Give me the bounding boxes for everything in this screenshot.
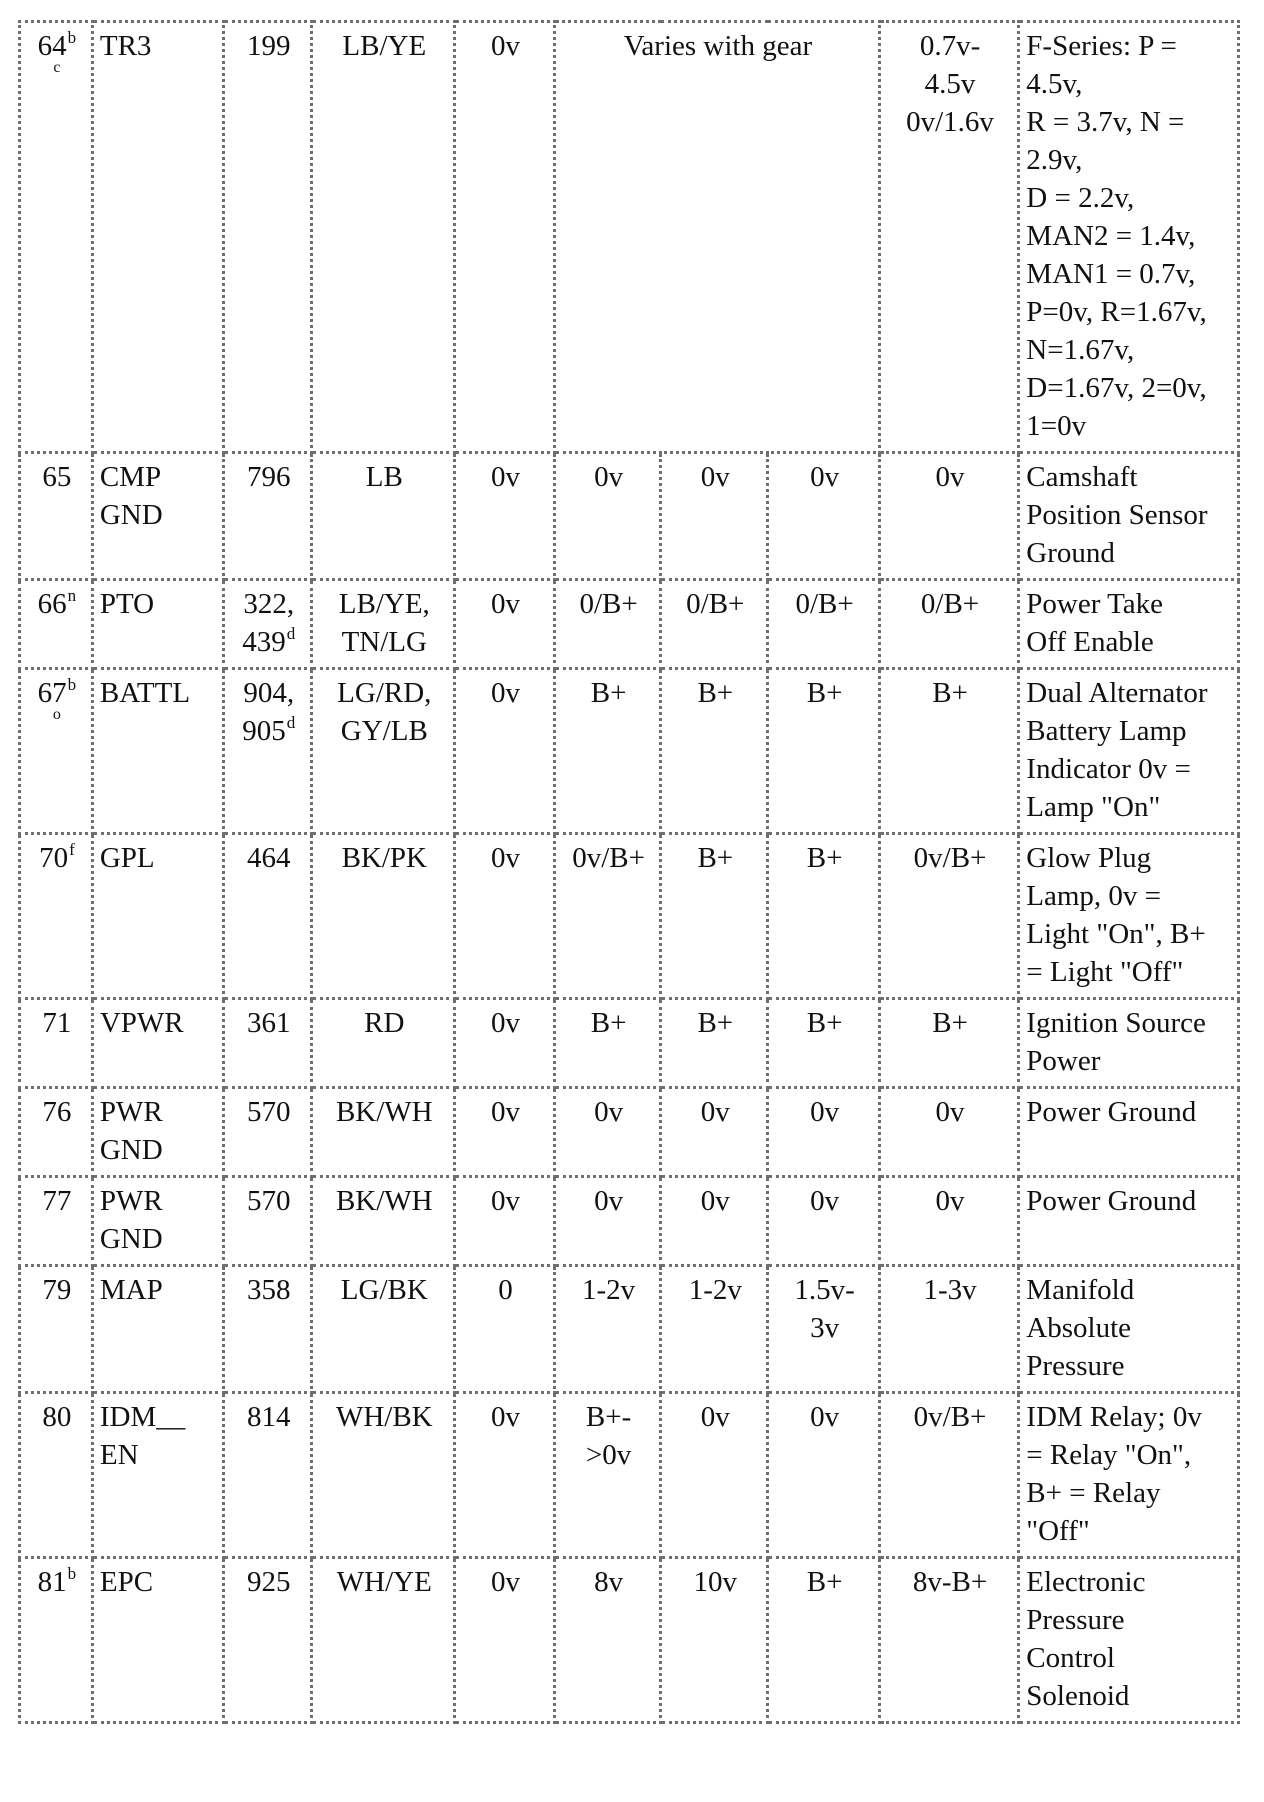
voltage-cell-2-line: 1-2v xyxy=(582,1274,636,1306)
voltage-cell-1 xyxy=(455,1558,555,1723)
voltage-cell-1-line: 0v xyxy=(491,842,521,874)
voltage-cell-3 xyxy=(661,1558,768,1723)
voltage-cell-3-line: 0/B+ xyxy=(686,588,745,620)
wire-color-cell xyxy=(312,22,455,453)
wire-color-cell xyxy=(312,1558,455,1723)
voltage-cell-4 xyxy=(768,580,879,669)
circuit-number-cell xyxy=(224,453,312,580)
pin-number-cell xyxy=(20,1266,93,1393)
voltage-cell-5-line: 0v xyxy=(935,1096,965,1128)
circuit-number-cell xyxy=(224,999,312,1088)
voltage-cell-1 xyxy=(455,1266,555,1393)
pin-number-cell xyxy=(20,580,93,669)
wire-color-cell-line: RD xyxy=(364,1007,405,1039)
signal-name-cell xyxy=(92,580,223,669)
voltage-cell-2-line: B+ xyxy=(590,677,627,709)
voltage-cell-2 xyxy=(555,1266,661,1393)
description-cell-line: Lamp, 0v = xyxy=(1026,880,1162,912)
description-cell-line: Light "On", B+ xyxy=(1026,918,1206,950)
voltage-cell-5 xyxy=(879,22,1018,453)
circuit-number-cell xyxy=(224,1177,312,1266)
table-row xyxy=(20,1266,1239,1393)
voltage-cell-5 xyxy=(879,1266,1018,1393)
circuit-number-cell xyxy=(224,1266,312,1393)
pin-number-wrap xyxy=(38,1563,77,1601)
voltage-cell-2 xyxy=(555,1393,661,1558)
pin-number: 64 xyxy=(37,30,67,62)
pin-number: 81 xyxy=(37,1566,67,1598)
description-cell-line: Electronic xyxy=(1026,1566,1146,1598)
voltage-cell-5-line: 0v/B+ xyxy=(913,842,987,874)
circuit-number-cell-line: 199 xyxy=(247,30,291,62)
voltage-cell-3-line: 0v xyxy=(700,461,730,493)
signal-name-cell-line: PWR xyxy=(99,1096,163,1128)
table-row xyxy=(20,669,1239,834)
circuit-number-cell-line: 570 xyxy=(247,1185,291,1217)
pin-number-cell xyxy=(20,1393,93,1558)
voltage-cell-5-line: 0v xyxy=(935,1185,965,1217)
voltage-cell-3 xyxy=(661,1088,768,1177)
circuit-number-cell xyxy=(224,1088,312,1177)
voltage-cell-4-line: B+ xyxy=(806,677,843,709)
description-cell-line: B+ = Relay xyxy=(1026,1477,1161,1509)
signal-name-cell-line: PWR xyxy=(99,1185,163,1217)
description-cell-line: 2.9v, xyxy=(1026,144,1083,176)
voltage-cell-4-line: B+ xyxy=(806,1566,843,1598)
signal-name-cell-line: IDM__ xyxy=(99,1401,186,1433)
description-cell xyxy=(1019,580,1239,669)
description-cell-line: Lamp "On" xyxy=(1026,791,1161,823)
pin-footnote-marker: n xyxy=(67,586,77,605)
description-cell-line: Ignition Source xyxy=(1026,1007,1206,1039)
description-cell-line: Glow Plug xyxy=(1026,842,1152,874)
description-cell-line: = Light "Off" xyxy=(1026,956,1184,988)
pin-number-cell xyxy=(20,1558,93,1723)
description-cell-line: 1=0v xyxy=(1026,410,1087,442)
signal-name-cell xyxy=(92,834,223,999)
voltage-cell-4-line: 0v xyxy=(810,461,840,493)
description-cell-line: Solenoid xyxy=(1026,1680,1130,1712)
signal-name-cell-line: MAP xyxy=(99,1274,163,1306)
signal-name-cell-line: GPL xyxy=(99,842,155,874)
description-cell-line: Ground xyxy=(1026,537,1115,569)
description-cell-line: = Relay "On", xyxy=(1026,1439,1192,1471)
voltage-merged-text: Varies with gear xyxy=(623,30,813,62)
voltage-cell-4 xyxy=(768,999,879,1088)
voltage-cell-5 xyxy=(879,1088,1018,1177)
circuit-number-cell xyxy=(224,669,312,834)
description-cell-line: 4.5v, xyxy=(1026,68,1083,100)
voltage-cell-4 xyxy=(768,453,879,580)
description-cell-line: N=1.67v, xyxy=(1026,334,1135,366)
voltage-cell-3-line: 0v xyxy=(700,1185,730,1217)
circuit-number-cell xyxy=(224,580,312,669)
pin-number: 70 xyxy=(39,842,69,874)
signal-name-cell xyxy=(92,1558,223,1723)
voltage-cell-3 xyxy=(661,1177,768,1266)
voltage-cell-2-line: 0/B+ xyxy=(579,588,638,620)
description-cell-line: R = 3.7v, N = xyxy=(1026,106,1185,138)
voltage-cell-5-line: 0v/1.6v xyxy=(906,106,994,138)
pin-footnote-marker: f xyxy=(69,840,75,859)
wire-color-cell xyxy=(312,1266,455,1393)
signal-name-cell xyxy=(92,1393,223,1558)
pin-number: 77 xyxy=(42,1185,72,1217)
description-cell xyxy=(1019,669,1239,834)
voltage-cell-3-line: 10v xyxy=(693,1566,738,1598)
wire-color-cell xyxy=(312,580,455,669)
description-cell-line: Absolute xyxy=(1026,1312,1131,1344)
voltage-cell-1 xyxy=(455,669,555,834)
wire-color-cell-line: LB xyxy=(365,461,403,493)
voltage-cell-3-line: B+ xyxy=(697,1007,734,1039)
voltage-cell-1-line: 0v xyxy=(491,1185,521,1217)
table-row xyxy=(20,999,1239,1088)
signal-name-cell-line: CMP xyxy=(99,461,162,493)
voltage-cell-5 xyxy=(879,834,1018,999)
wire-color-cell-line: BK/PK xyxy=(341,842,427,874)
description-cell xyxy=(1019,999,1239,1088)
voltage-cell-5-line: 0v xyxy=(935,461,965,493)
voltage-cell-1-line: 0v xyxy=(491,1401,521,1433)
signal-name-cell-line: PTO xyxy=(99,588,155,620)
circuit-number-cell-line: 358 xyxy=(247,1274,291,1306)
pin-number-wrap xyxy=(38,585,77,623)
wire-color-cell-line: BK/WH xyxy=(335,1185,433,1217)
voltage-cell-2 xyxy=(555,453,661,580)
voltage-cell-5-line: 1-3v xyxy=(923,1274,977,1306)
wire-color-cell-line: WH/BK xyxy=(335,1401,433,1433)
voltage-cell-4 xyxy=(768,1088,879,1177)
circuit-number-cell-line: 322, xyxy=(243,588,295,620)
pin-number: 67 xyxy=(37,677,67,709)
voltage-cell-4-line: 0/B+ xyxy=(795,588,854,620)
document-page xyxy=(18,20,1240,1724)
signal-name-cell-line: BATTL xyxy=(99,677,191,709)
signal-name-cell-line: EN xyxy=(99,1439,139,1471)
table-body xyxy=(20,22,1239,1723)
description-cell-line: Camshaft xyxy=(1026,461,1138,493)
circuit-number-cell-line: 925 xyxy=(247,1566,291,1598)
wire-color-cell xyxy=(312,453,455,580)
voltage-cell-1-line: 0 xyxy=(498,1274,513,1306)
voltage-cell-3 xyxy=(661,669,768,834)
voltage-cell-1-line: 0v xyxy=(491,1566,521,1598)
voltage-cell-2-line: 8v xyxy=(594,1566,624,1598)
voltage-cell-3-line: B+ xyxy=(697,842,734,874)
voltage-cell-4 xyxy=(768,1177,879,1266)
pin-number-wrap xyxy=(42,458,71,496)
description-cell xyxy=(1019,834,1239,999)
voltage-cell-2 xyxy=(555,1088,661,1177)
wire-color-cell-line: LB/YE xyxy=(342,30,427,62)
circuit-number-cell-line: 814 xyxy=(247,1401,291,1433)
voltage-cell-1-line: 0v xyxy=(491,1096,521,1128)
pin-number: 65 xyxy=(42,461,72,493)
description-cell-line: Power Ground xyxy=(1026,1185,1197,1217)
voltage-cell-5 xyxy=(879,453,1018,580)
wire-color-cell xyxy=(312,834,455,999)
voltage-cell-2 xyxy=(555,999,661,1088)
description-cell-line: Power xyxy=(1026,1045,1101,1077)
signal-name-cell-line: GND xyxy=(99,1134,163,1166)
description-cell-line: Pressure xyxy=(1026,1604,1125,1636)
circuit-number-cell-line: 904, xyxy=(243,677,295,709)
table-row xyxy=(20,1088,1239,1177)
pin-footnote-marker-2: o xyxy=(52,706,61,723)
voltage-cell-5 xyxy=(879,1177,1018,1266)
pin-footnote-marker: b xyxy=(67,28,77,47)
circuit-number-cell-line: 570 xyxy=(247,1096,291,1128)
pin-number: 66 xyxy=(37,588,67,620)
description-cell-line: Position Sensor xyxy=(1026,499,1208,531)
voltage-cell-4-line: 1.5v- xyxy=(794,1274,855,1306)
description-cell-line: Pressure xyxy=(1026,1350,1125,1382)
table-row xyxy=(20,580,1239,669)
voltage-cell-4 xyxy=(768,669,879,834)
voltage-cell-3 xyxy=(661,999,768,1088)
voltage-cell-2-line: 0v xyxy=(594,1185,624,1217)
pin-footnote-marker: b xyxy=(67,1564,77,1583)
pin-number-wrap xyxy=(39,839,75,877)
pin-voltage-table xyxy=(18,20,1240,1724)
voltage-cell-1 xyxy=(455,453,555,580)
signal-name-cell xyxy=(92,1266,223,1393)
voltage-cell-5-line: 8v-B+ xyxy=(912,1566,988,1598)
voltage-cell-3 xyxy=(661,453,768,580)
description-cell-line: MAN2 = 1.4v, xyxy=(1026,220,1196,252)
voltage-cell-5 xyxy=(879,1558,1018,1723)
pin-number-wrap xyxy=(42,1004,71,1042)
signal-name-cell xyxy=(92,22,223,453)
circuit-number-cell xyxy=(224,1558,312,1723)
voltage-cell-3 xyxy=(661,834,768,999)
pin-number-cell xyxy=(20,999,93,1088)
description-cell xyxy=(1019,453,1239,580)
pin-number-cell xyxy=(20,1177,93,1266)
signal-name-cell xyxy=(92,999,223,1088)
description-cell-line: Dual Alternator xyxy=(1026,677,1208,709)
circuit-number-cell xyxy=(224,834,312,999)
voltage-cell-2 xyxy=(555,1177,661,1266)
circuit-number-cell-line: 361 xyxy=(247,1007,291,1039)
voltage-cell-1 xyxy=(455,1088,555,1177)
signal-name-cell-line: VPWR xyxy=(99,1007,184,1039)
voltage-cell-1-line: 0v xyxy=(491,677,521,709)
voltage-cell-2-line: B+ xyxy=(590,1007,627,1039)
table-row xyxy=(20,453,1239,580)
voltage-cell-5-line: 0/B+ xyxy=(920,588,980,620)
pin-number-cell xyxy=(20,834,93,999)
circuit-number-cell xyxy=(224,1393,312,1558)
wire-color-cell xyxy=(312,1088,455,1177)
wire-color-cell-line: BK/WH xyxy=(335,1096,433,1128)
voltage-cell-4 xyxy=(768,1558,879,1723)
voltage-cell-2 xyxy=(555,834,661,999)
circuit-number-cell-footnote-marker: d xyxy=(286,624,296,643)
voltage-cell-3 xyxy=(661,580,768,669)
wire-color-cell-line: GY/LB xyxy=(340,715,428,747)
pin-number-wrap xyxy=(42,1271,71,1309)
signal-name-cell xyxy=(92,1177,223,1266)
voltage-cell-4-line: B+ xyxy=(806,842,843,874)
wire-color-cell xyxy=(312,999,455,1088)
voltage-cell-3-line: B+ xyxy=(697,677,734,709)
voltage-cell-2-line: B+- xyxy=(585,1401,632,1433)
description-cell-line: D=1.67v, 2=0v, xyxy=(1026,372,1207,404)
circuit-number-cell-footnote-marker: d xyxy=(286,713,296,732)
signal-name-cell xyxy=(92,1088,223,1177)
voltage-cell-3-line: 0v xyxy=(700,1096,730,1128)
pin-number-cell xyxy=(20,1088,93,1177)
description-cell xyxy=(1019,1393,1239,1558)
voltage-cell-1 xyxy=(455,1393,555,1558)
description-cell-line: Power Ground xyxy=(1026,1096,1197,1128)
signal-name-cell xyxy=(92,453,223,580)
wire-color-cell-line: LG/RD, xyxy=(337,677,432,709)
wire-color-cell-line: LG/BK xyxy=(340,1274,428,1306)
voltage-cell-1-line: 0v xyxy=(491,30,521,62)
voltage-cell-2-line: 0v xyxy=(594,461,624,493)
voltage-cell-2-line: 0v/B+ xyxy=(572,842,645,874)
table-row xyxy=(20,22,1239,453)
voltage-cell-1-line: 0v xyxy=(491,1007,521,1039)
voltage-cell-2-line: >0v xyxy=(585,1439,632,1471)
description-cell xyxy=(1019,1177,1239,1266)
description-cell-line: P=0v, R=1.67v, xyxy=(1026,296,1207,328)
voltage-cell-3-line: 1-2v xyxy=(688,1274,742,1306)
voltage-cell-4-line: 0v xyxy=(810,1185,840,1217)
voltage-cell-1-line: 0v xyxy=(491,588,521,620)
voltage-cell-1 xyxy=(455,999,555,1088)
signal-name-cell-line: EPC xyxy=(99,1566,154,1598)
signal-name-cell-line: GND xyxy=(99,499,163,531)
voltage-cell-5-line: B+ xyxy=(932,1007,968,1039)
circuit-number-cell xyxy=(224,22,312,453)
wire-color-cell xyxy=(312,669,455,834)
wire-color-cell-line: LB/YE, xyxy=(338,588,430,620)
pin-number-cell xyxy=(20,22,93,453)
description-cell-line: Manifold xyxy=(1026,1274,1135,1306)
voltage-cell-2-line: 0v xyxy=(594,1096,624,1128)
voltage-cell-3 xyxy=(661,1393,768,1558)
pin-number-wrap xyxy=(42,1398,71,1436)
pin-number: 76 xyxy=(42,1096,72,1128)
circuit-number-cell-line: 464 xyxy=(247,842,291,874)
pin-footnote-marker-2: c xyxy=(53,59,61,76)
pin-number: 79 xyxy=(42,1274,72,1306)
voltage-cell-3-line: 0v xyxy=(700,1401,730,1433)
voltage-cell-2 xyxy=(555,1558,661,1723)
voltage-cell-5 xyxy=(879,999,1018,1088)
voltage-cell-1 xyxy=(455,22,555,453)
circuit-number-cell-line: 905$^d$ xyxy=(242,713,296,747)
signal-name-cell-line: GND xyxy=(99,1223,163,1255)
description-cell-line: "Off" xyxy=(1026,1515,1090,1547)
voltage-cell-4 xyxy=(768,1393,879,1558)
voltage-cell-2 xyxy=(555,669,661,834)
description-cell xyxy=(1019,1558,1239,1723)
pin-number: 71 xyxy=(42,1007,72,1039)
voltage-cell-2 xyxy=(555,580,661,669)
signal-name-cell xyxy=(92,669,223,834)
description-cell-line: Battery Lamp xyxy=(1026,715,1187,747)
circuit-number-cell-line: 796 xyxy=(247,461,291,493)
description-cell-line: Indicator 0v = xyxy=(1026,753,1191,785)
voltage-cell-1-line: 0v xyxy=(491,461,521,493)
voltage-cell-5 xyxy=(879,669,1018,834)
wire-color-cell-line: TN/LG xyxy=(341,626,427,658)
wire-color-cell-line: WH/YE xyxy=(336,1566,432,1598)
voltage-cell-5-line: B+ xyxy=(932,677,968,709)
description-cell-line: IDM Relay; 0v xyxy=(1026,1401,1202,1433)
description-cell-line: F-Series: P = xyxy=(1026,30,1177,62)
table-row xyxy=(20,1177,1239,1266)
voltage-cell-4-line: 0v xyxy=(810,1401,840,1433)
voltage-cell-3 xyxy=(661,1266,768,1393)
voltage-cell-1 xyxy=(455,1177,555,1266)
table-row xyxy=(20,1393,1239,1558)
voltage-cell-1 xyxy=(455,580,555,669)
pin-number-wrap xyxy=(42,1093,71,1131)
voltage-cell-5 xyxy=(879,1393,1018,1558)
description-cell-line: D = 2.2v, xyxy=(1026,182,1135,214)
voltage-cell-4-line: 3v xyxy=(810,1312,840,1344)
voltage-cell-5-line: 0.7v- xyxy=(919,30,981,62)
pin-number-cell xyxy=(20,453,93,580)
description-cell xyxy=(1019,1088,1239,1177)
voltage-cell-5-line: 4.5v xyxy=(924,68,976,100)
voltage-cell-4 xyxy=(768,834,879,999)
voltage-cell-1 xyxy=(455,834,555,999)
table-row xyxy=(20,834,1239,999)
voltage-cell-4-line: 0v xyxy=(810,1096,840,1128)
description-cell xyxy=(1019,22,1239,453)
voltage-merged-cell xyxy=(555,22,880,453)
voltage-cell-4-line: B+ xyxy=(806,1007,843,1039)
voltage-cell-5-line: 0v/B+ xyxy=(913,1401,987,1433)
signal-name-cell-line: TR3 xyxy=(99,30,152,62)
voltage-cell-5 xyxy=(879,580,1018,669)
pin-footnote-marker: b xyxy=(67,675,77,694)
description-cell-line: Control xyxy=(1026,1642,1115,1674)
table-row xyxy=(20,1558,1239,1723)
circuit-number-cell-line: 439$^d$ xyxy=(242,624,296,658)
description-cell-line: Power Take xyxy=(1026,588,1164,620)
pin-number: 80 xyxy=(42,1401,72,1433)
wire-color-cell xyxy=(312,1393,455,1558)
pin-number-wrap xyxy=(42,1182,71,1220)
wire-color-cell xyxy=(312,1177,455,1266)
pin-number-cell xyxy=(20,669,93,834)
description-cell-line: Off Enable xyxy=(1026,626,1154,658)
description-cell-line: MAN1 = 0.7v, xyxy=(1026,258,1196,290)
voltage-cell-4 xyxy=(768,1266,879,1393)
description-cell xyxy=(1019,1266,1239,1393)
